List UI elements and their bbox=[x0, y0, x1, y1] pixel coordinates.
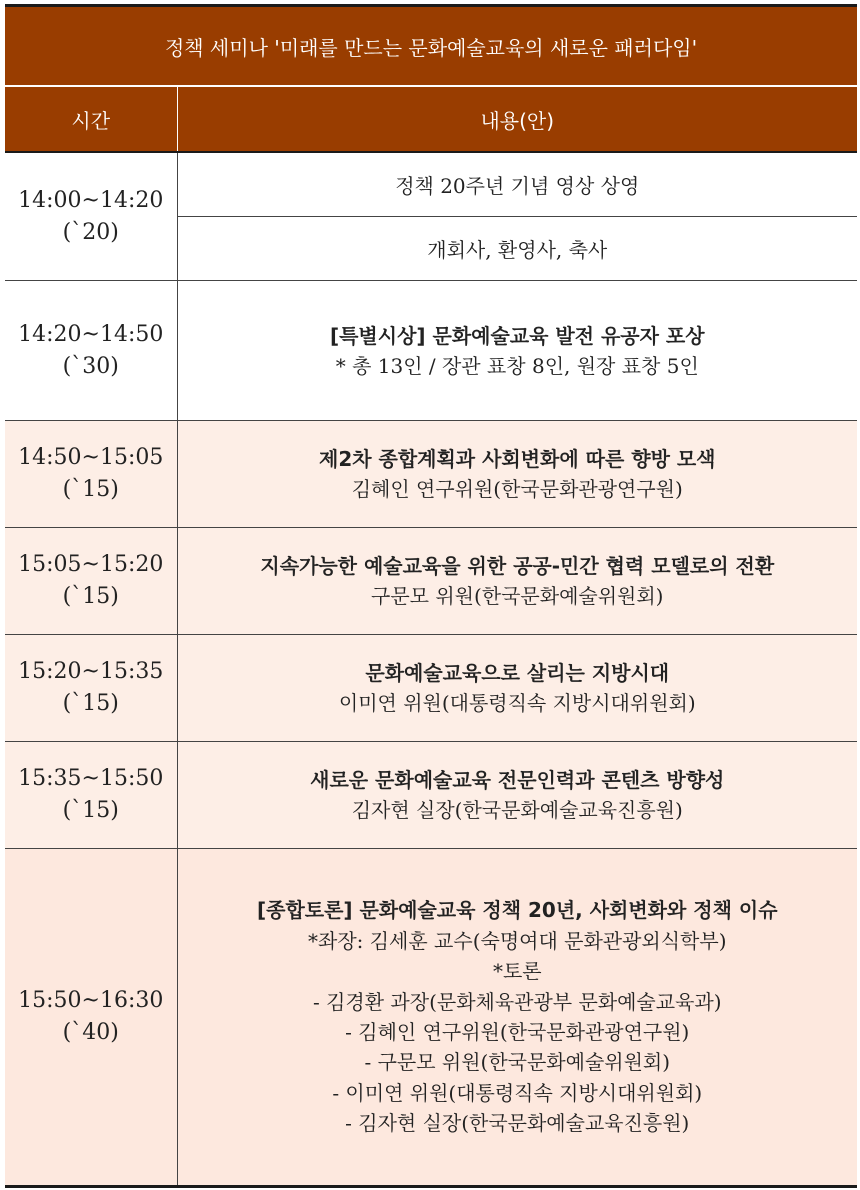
session-heading: 새로운 문화예술교육 전문인력과 콘텐츠 방향성 bbox=[310, 768, 725, 792]
time-cell bbox=[5, 152, 177, 281]
session-speaker: 김자현 실장(한국문화예술교육진흥원) bbox=[351, 798, 683, 822]
content-cell bbox=[177, 421, 857, 528]
content-item: 개회사, 환영사, 축사 bbox=[427, 238, 608, 262]
content-cell bbox=[177, 152, 857, 281]
content-cell bbox=[177, 849, 857, 1187]
panelist: - 김혜인 연구위원(한국문화관광연구원) bbox=[345, 1020, 690, 1044]
session-heading: [특별시상] 문화예술교육 발전 유공자 포상 bbox=[329, 323, 705, 348]
header-content: 내용(안) bbox=[177, 86, 857, 152]
panelist: - 구문모 위원(한국문화예술위원회) bbox=[364, 1050, 671, 1075]
panelist: - 김자현 실장(한국문화예술교육진흥원) bbox=[345, 1111, 690, 1136]
panelist: - 김경환 과장(문화체육관광부 문화예술교육과) bbox=[313, 989, 722, 1014]
discussion-label: *토론 bbox=[492, 959, 542, 984]
content-cell bbox=[177, 281, 857, 421]
time-range: 15:35~15:50 bbox=[18, 766, 164, 792]
time-range: 15:05~15:20 bbox=[18, 552, 164, 578]
time-range: 15:50~16:30 bbox=[18, 988, 164, 1014]
time-cell bbox=[5, 742, 177, 849]
time-range: 14:00~14:20 bbox=[18, 187, 164, 213]
time-range: 15:20~15:35 bbox=[18, 659, 164, 685]
content-item: 정책 20주년 기념 영상 상영 bbox=[178, 153, 858, 217]
time-cell bbox=[5, 528, 177, 635]
session-speaker: 이미연 위원(대통령직속 지방시대위원회) bbox=[338, 691, 696, 715]
content-cell bbox=[177, 635, 857, 742]
schedule-table bbox=[5, 4, 857, 1188]
schedule-row bbox=[5, 849, 857, 1187]
time-range: 14:50~15:05 bbox=[18, 445, 164, 471]
time-cell bbox=[5, 281, 177, 421]
duration: (`15) bbox=[62, 584, 119, 609]
duration: (`20) bbox=[62, 219, 119, 245]
time-range: 14:20~14:50 bbox=[18, 321, 164, 347]
content-cell bbox=[177, 528, 857, 635]
duration: (`40) bbox=[62, 1020, 119, 1045]
header-time: 시간 bbox=[5, 86, 177, 152]
title-row bbox=[5, 6, 857, 87]
header-row bbox=[5, 86, 857, 152]
schedule-row bbox=[5, 281, 857, 421]
session-chair: *좌장: 김세훈 교수(숙명여대 문화관광외식학부) bbox=[308, 928, 727, 953]
duration: (`30) bbox=[62, 353, 119, 379]
session-speaker: 구문모 위원(한국문화예술위원회) bbox=[371, 584, 664, 608]
time-cell bbox=[5, 421, 177, 528]
session-heading: [종합토론] 문화예술교육 정책 20년, 사회변화와 정책 이슈 bbox=[256, 898, 778, 923]
program-schedule bbox=[5, 4, 857, 1188]
duration: (`15) bbox=[62, 691, 119, 716]
duration: (`15) bbox=[62, 798, 119, 823]
schedule-row bbox=[5, 742, 857, 849]
session-heading: 문화예술교육으로 살리는 지방시대 bbox=[365, 661, 670, 685]
content-cell bbox=[177, 742, 857, 849]
schedule-row bbox=[5, 635, 857, 742]
session-heading: 제2차 종합계획과 사회변화에 따른 향방 모색 bbox=[319, 447, 716, 471]
time-cell bbox=[5, 635, 177, 742]
session-speaker: 김혜인 연구위원(한국문화관광연구원) bbox=[351, 477, 683, 501]
duration: (`15) bbox=[62, 477, 119, 502]
session-heading: 지속가능한 예술교육을 위한 공공-민간 협력 모델로의 전환 bbox=[260, 554, 775, 578]
session-detail: * 총 13인 / 장관 표창 8인, 원장 표창 5인 bbox=[335, 353, 699, 378]
schedule-row bbox=[5, 421, 857, 528]
schedule-row bbox=[5, 152, 857, 281]
panelist: - 이미연 위원(대통령직속 지방시대위원회) bbox=[332, 1080, 703, 1105]
time-cell bbox=[5, 849, 177, 1187]
schedule-row bbox=[5, 528, 857, 635]
seminar-title: 정책 세미나 '미래를 만드는 문화예술교육의 새로운 패러다임' bbox=[5, 6, 857, 87]
